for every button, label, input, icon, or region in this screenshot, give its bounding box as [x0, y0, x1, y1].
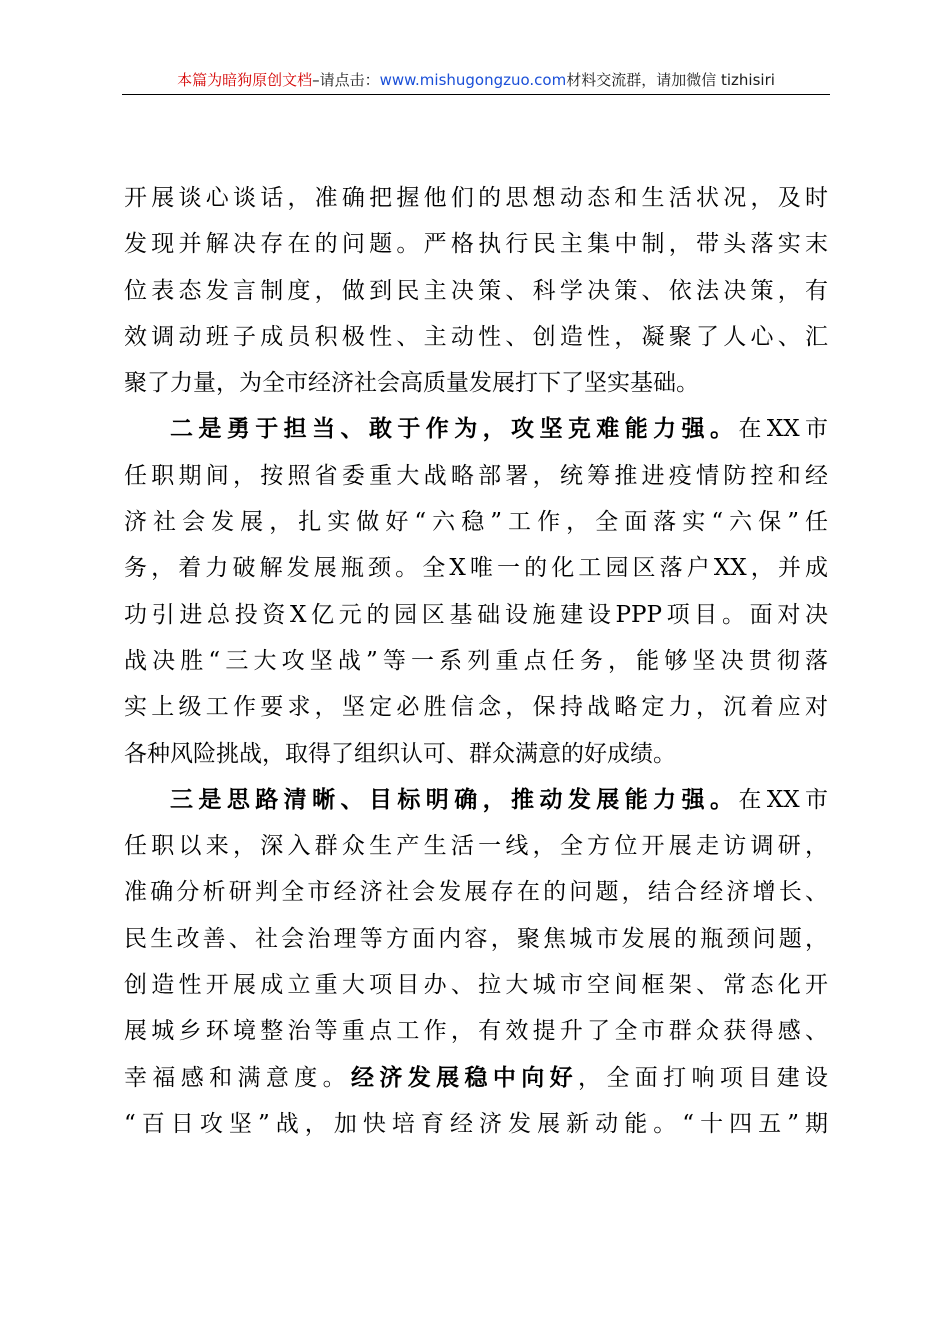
- text-line: 务，着力破解发展瓶颈。全X唯一的化工园区落户XX，并成: [124, 555, 828, 582]
- text-line: [124, 777, 828, 823]
- header-contact-text: 材料交流群，请加微信 tizhisiri: [566, 71, 775, 89]
- text-line: 位表态发言制度，做到民主决策、科学决策、依法决策，有: [124, 277, 828, 304]
- text-run: 在XX市: [738, 786, 828, 813]
- document-body: [124, 175, 828, 1147]
- text-line: 各种风险挑战，取得了组织认可、群众满意的好成绩。: [124, 740, 676, 767]
- text-line: 任职期间，按照省委重大战略部署，统筹推进疫情防控和经: [124, 462, 828, 489]
- text-line: 战决胜“三大攻坚战”等一系列重点任务，能够坚决贯彻落: [124, 647, 828, 674]
- paragraph-2: [124, 406, 828, 776]
- text-line: 功引进总投资X亿元的园区基础设施建设PPP项目。面对决: [124, 601, 828, 628]
- header-website-link[interactable]: www.mishugongzuo.com: [379, 71, 567, 89]
- text-line: [124, 1055, 828, 1101]
- emphasis-text: 经济发展稳中向好: [351, 1064, 578, 1091]
- paragraph-1: [124, 175, 828, 406]
- text-line: 聚了力量，为全市经济社会高质量发展打下了坚实基础。: [124, 370, 699, 397]
- text-run: 幸福感和满意度。: [124, 1064, 351, 1091]
- paragraph-heading: 二是勇于担当、敢于作为，攻坚克难能力强。: [170, 416, 739, 443]
- text-line: 任职以来，深入群众生产生活一线，全方位开展走访调研，: [124, 833, 828, 860]
- paragraph-heading: 三是思路清晰、目标明确，推动发展能力强。: [170, 786, 739, 813]
- text-line: 济社会发展，扎实做好“六稳”工作，全面落实“六保”任: [124, 509, 828, 536]
- text-line: “百日攻坚”战，加快培育经济发展新动能。“十四五”期: [124, 1110, 828, 1137]
- text-run: 在XX市: [738, 416, 828, 443]
- text-line: 发现并解决存在的问题。严格执行民主集中制，带头落实末: [124, 231, 828, 258]
- text-line: 民生改善、社会治理等方面内容，聚焦城市发展的瓶颈问题，: [124, 925, 828, 952]
- text-line: 开展谈心谈话，准确把握他们的思想动态和生活状况，及时: [124, 185, 828, 211]
- text-line: 准确分析研判全市经济社会发展存在的问题，结合经济增长、: [124, 879, 828, 906]
- text-line: 效调动班子成员积极性、主动性、创造性，凝聚了人心、汇: [124, 323, 828, 350]
- text-line: [124, 406, 828, 452]
- text-line: 展城乡环境整治等重点工作，有效提升了全市群众获得感、: [124, 1018, 828, 1045]
- header-click-prompt: –请点击：: [312, 71, 380, 89]
- document-header: [122, 68, 830, 95]
- text-line: 实上级工作要求，坚定必胜信念，保持战略定力，沉着应对: [124, 694, 828, 721]
- text-run: ，全面打响项目建设: [578, 1064, 828, 1091]
- paragraph-3: [124, 777, 828, 1147]
- text-line: 创造性开展成立重大项目办、拉大城市空间框架、常态化开: [124, 972, 828, 999]
- header-brand-text: 本篇为暗狗原创文档: [177, 71, 313, 89]
